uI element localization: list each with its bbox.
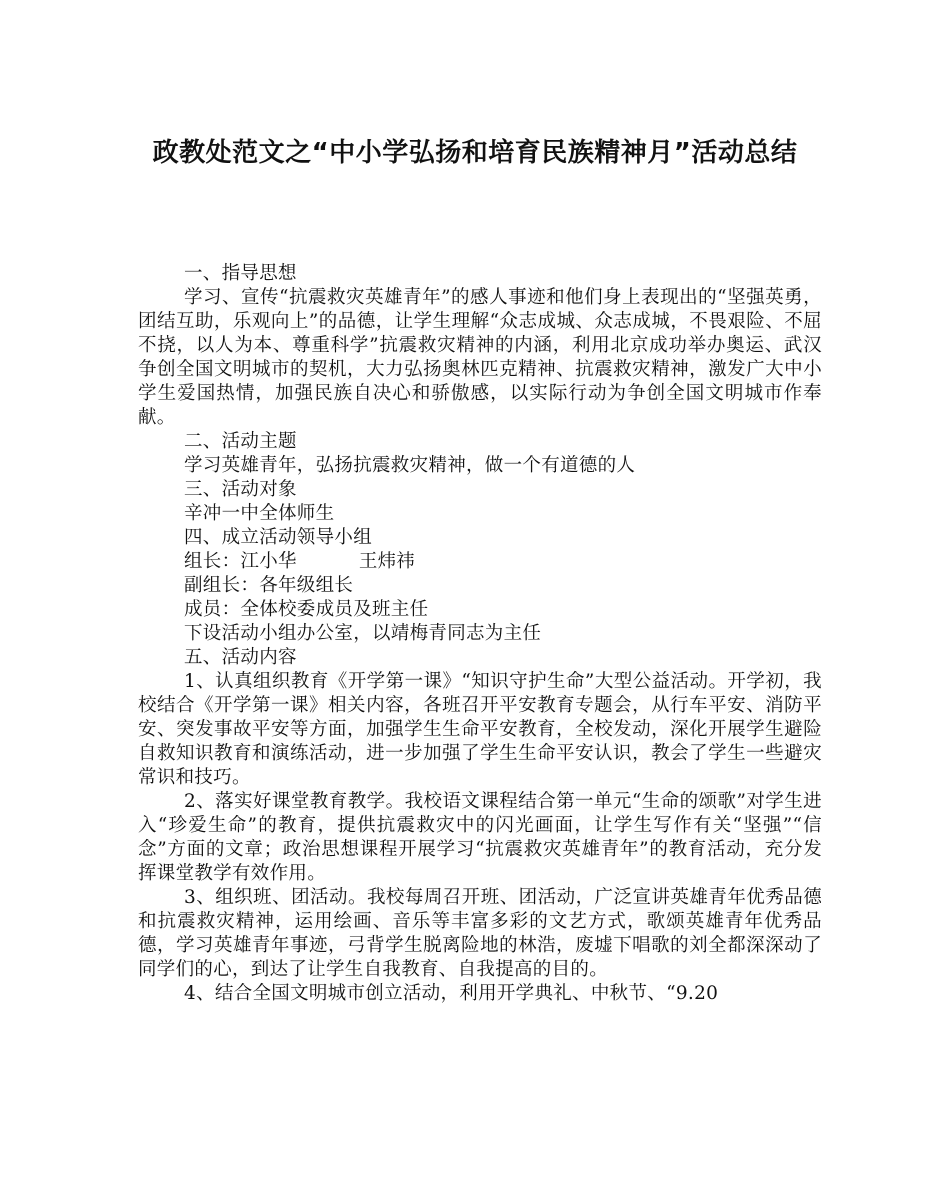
content-item-4: 4、结合全国文明城市创立活动，利用开学典礼、中秋节、“9.20 (184, 983, 719, 1004)
deputy-leader-line: 副组长：各年级组长 (184, 575, 354, 596)
office-line: 下设活动小组办公室，以靖梅青同志为主任 (184, 623, 542, 644)
heading-activity-target: 三、活动对象 (184, 479, 297, 500)
members-line: 成员：全体校委成员及班主任 (184, 599, 429, 620)
heading-activity-content: 五、活动内容 (184, 647, 297, 668)
content-item-1: 1、认真组织教育《开学第一课》“知识守护生命”大型公益活动。开学初，我校结合《开学第一课》相关内容，各班召开平安教育专题会，从行车平安、消防平安、突发事故平安等方面，加强学生生命平安教育，全校发动，深化开展学生避险自救知识教育和演练活动，进一步加强了学生生命平安认识，教会了学生一些避灾常识和技巧。 (138, 671, 822, 788)
paragraph-activity-target: 辛冲一中全体师生 (184, 503, 335, 524)
leader-second: 王炜祎 (358, 551, 416, 572)
heading-guiding-ideology: 一、指导思想 (184, 263, 297, 284)
leader-line (138, 550, 822, 574)
heading-leading-group: 四、成立活动领导小组 (184, 527, 373, 548)
paragraph-activity-theme: 学习英雄青年，弘扬抗震救灾精神，做一个有道德的人 (184, 455, 636, 476)
content-item-2: 2、落实好课堂教育教学。我校语文课程结合第一单元“生命的颂歌”对学生进入“珍爱生命”的教育，提供抗震救灾中的闪光画面，让学生写作有关“坚强”“信念”方面的文章；政治思想课程开展学习“抗震救灾英雄青年”的教育活动，充分发挥课堂教学有效作用。 (138, 791, 822, 884)
leader-label: 组长：江小华 (184, 551, 297, 572)
paragraph-guiding-ideology: 学习、宣传“抗震救灾英雄青年”的感人事迹和他们身上表现出的“坚强英勇，团结互助，乐观向上”的品德，让学生理解“众志成城、众志成城，不畏艰险、不屈不挠，以人为本、尊重科学”抗震救灾精神的内涵，利用北京成功举办奥运、武汉争创全国文明城市的契机，大力弘扬奥林匹克精神、抗震救灾精神，激发广大中小学生爱国热情，加强民族自决心和骄傲感，以实际行动为争创全国文明城市作奉献。 (138, 287, 822, 428)
document-title: 政教处范文之“中小学弘扬和培育民族精神月”活动总结 (152, 138, 798, 168)
document-body (138, 262, 822, 1006)
heading-activity-theme: 二、活动主题 (184, 431, 297, 452)
content-item-3: 3、组织班、团活动。我校每周召开班、团活动，广泛宣讲英雄青年优秀品德和抗震救灾精神，运用绘画、音乐等丰富多彩的文艺方式，歌颂英雄青年优秀品德，学习英雄青年事迹，弓背学生脱离险地的林浩，废墟下唱歌的刘全都深深动了同学们的心，到达了让学生自我教育、自我提高的目的。 (138, 887, 822, 980)
